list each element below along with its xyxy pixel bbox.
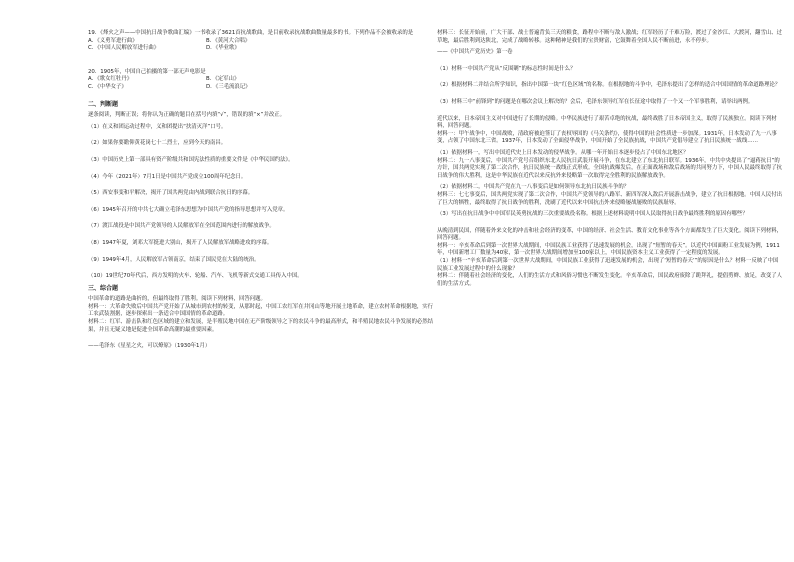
q19-option-a: A．《义勇军进行曲》 [88,37,138,44]
judge-item-3: （3）中国历史上第一部具有资产阶级共和国宪法性质的重要文件是《中华民国约法》。 [88,156,294,163]
material-1: 材料一：大革命失败后中国共产党开始了从城市到农村的转变，从那时起，中国工农红军在井冈山等地开展土地革命，建立农村革命根据地，实行工农武装割据，逐步探索出一条适合中国国情的革命道路。 [88,303,434,318]
material-3-source: ——《中国共产党历史》第一卷 [437,49,513,56]
q19-option-c: C．《中国人民解放军进行曲》 [88,45,160,52]
q20-option-d: D．《三毛流浪记》 [206,83,251,90]
section3-intro: 中国革命的道路是曲折的，但最终取得了胜利。阅读下列材料，回答问题。 [88,296,266,303]
judge-item-10: （10）19世纪70年代后，西方发明的火车、轮船、汽车、飞机等新式交通工具传入中国。 [88,273,303,280]
material-3: 材料三：长征开始前，广大干部、战士普遍背负三天的粮食，路程中不断与敌人激战；红军经历了千难万险，渡过了金沙江、大渡河，翻雪山、过草地，最后胜利到达陕北，完成了战略转移。这种精神是我们的宝贵财富，它鼓舞着全国人民不断前进，永不停步。 [437,30,783,44]
right-question-2: （2）根据材料二并结合所学知识，指出中国第一块“红色区域”的名称。在根据地的斗争中，毛泽东提出了怎样的适合中国国情的革命道路理论？ [437,82,781,89]
q20-options-row-1 [88,76,433,84]
q19-option-b: B．《黄河大合唱》 [206,37,251,44]
material-c-2: 材料二：伴随着社会经济的变化，人们的生活方式和风俗习惯也不断发生变化。辛亥革命后，国民政府废除了跪拜礼，提倡剪辫、放足，改变了人们的生活方式。 [437,273,783,287]
q19-stem: 19．《烽火之声——中国抗日战争歌曲汇编》一书收录了3621首抗战歌曲，是目前收录抗战歌曲数量最多的书。下列作品不会被收录的是 [88,30,414,36]
q19-options-row-2 [88,45,433,53]
judge-item-1: （1）在义和团运动过程中，义和团提出“扶清灭洋”口号。 [88,123,227,130]
right-question-7: （1）材料一“辛亥革命后到第一次世界大战期间，中国民族工业获得了迅速发展的机会，出现了‘短暂的春天’”的原因是什么？材料一反映了中国民族工业发展过程中的什么现象？ [437,258,779,272]
judge-item-2: （2）如果你要瞻仰黄花岗七十二烈士，应到今天的南昌。 [88,140,227,147]
q20-options-row-2 [88,84,433,92]
material-c-intro: 从晚清到民国，伴随着外来文化的冲击和社会经济的变革，中国的经济、社会生活、教育文化事业等各个方面都发生了巨大变化。阅读下列材料，回答问题。 [437,227,783,242]
q20-stem: 20．1905年，中国自己拍摄的第一部无声电影是 [88,68,206,75]
material-c-1: 材料一：辛亥革命后到第一次世界大战期间，中国民族工业获得了迅速发展的机会，出现了“短暂的春天”。以近代中国面粉工业发展为例，1911年，中国新增工厂数量为40家，第一次世界大战期间增加至100家以上，中国民族资本主义工业获得了一定程度的发展。 [437,242,780,257]
material-b-3: 材料三：七七事变后，国共两党实现了第二次合作，中国共产党领导的八路军、新四军深入敌后开展游击战争，建立了抗日根据地。中国人民付出了巨大的牺牲，最终取得了抗日战争的胜利，洗刷了近代以来中国抗击外来侵略屡战屡败的民族耻辱。 [437,191,783,206]
left-column [88,30,433,351]
material-b-intro: 近代以来，日本帝国主义对中国进行了长期的侵略。中华民族进行了艰苦卓绝的抗战，最终战胜了日本帝国主义，取得了民族独立。阅读下列材料，回答问题。 [437,115,777,130]
judge-item-7: （7）渡江战役是中国共产党领导的人民解放军在全国范围内进行的解放战争。 [88,223,275,230]
judge-item-5: （5）西安事变和平解决，揭开了国共两党由内战到联合抗日的序幕。 [88,190,254,197]
section2-instructions: 逐条阅读，判断正误；将你认为正确的题目在括号内填“√”，错误的填“×”并改正。 [88,112,286,119]
material-2-source: ——毛泽东《星星之火，可以燎原》（1930年1月） [88,343,211,350]
right-question-1: （1）材料一中国共产党从“反围剿”的标志性时间是什么？ [437,65,576,72]
q20-option-a: A．《歌女红牡丹》 [88,76,133,83]
right-question-5: （2）依据材料二，中国共产党在九一八事变后是如何领导东北抗日民族斗争的？ [437,184,630,191]
q20-option-b: B．《定军山》 [206,76,240,83]
right-question-4: （1）依据材料一，写出中国近代史上日本发动的侵华战争。从哪一年开始日本逐步侵占了中国东北地区？ [437,149,689,156]
judge-item-9: （9）1949年4月，人民解放军占领南京，结束了国民党在大陆的统治。 [88,256,260,263]
right-question-3: （3）材料三中“前锋到”的问题是在哪次会议上解决的？会后，毛泽东领导红军在长征途中取得了一个又一个军事胜利，请举出两例。 [437,98,754,105]
q20-option-c: C．《中华女子》 [88,83,127,90]
section3-heading: 三、综合题 [88,284,119,292]
q19-option-d: D．《毕业歌》 [206,45,240,52]
material-b-2: 材料二：九一八事变后，中国共产党号召组织东北人民抗日武装开展斗争，在东北建立了东北抗日联军。1936年，中共中央提出了“逼蒋抗日”的方针，国共两党实现了第二次合作，抗日民族统一战线正式形成。全国抗战爆发后，在正面战场和敌后战场的共同努力下，中国人民最终取得了抗日战争的伟大胜利，这是中华民族在近代以来反抗外来侵略第一次取得完全胜利的民族解放战争。 [437,157,783,179]
judge-item-8: （8）1947年夏，刘邓大军挺进大别山，揭开了人民解放军战略进攻的序幕。 [88,239,273,246]
material-2: 材料二：红军、游击队和红色区域的建立和发展，是半殖民地中国在无产阶级领导之下的农民斗争的最高形式，和半殖民地农民斗争发展的必然结果，并且无疑义地是促进全国革命高潮的最重要因素。 [88,319,434,333]
material-b-1: 材料一：甲午战争中，中国战败，清政府被迫签订了丧权辱国的《马关条约》，使得中国的社会性质进一步加深。1931年，日本发动了九一八事变，占领了中国东北三省。1937年，日本发动了全面侵华战争，中国开始了全民族抗战，中国共产党倡导建立了抗日民族统一战线…… [437,130,777,145]
right-column [437,30,782,288]
right-question-6: （3）写出在抗日战争中中国军民英勇抗战的三次重要战役名称。根据上述材料说明中国人民取得抗日战争最终胜利的原因有哪些？ [437,211,748,218]
judge-item-4: （4）今年（2021年）7月1日是中国共产党成立100周年纪念日。 [88,173,247,180]
judge-item-6: （6）1945年召开的中共七大确立毛泽东思想为中国共产党的指导思想并写入党章。 [88,206,289,213]
section2-heading: 二、判断题 [88,100,119,108]
